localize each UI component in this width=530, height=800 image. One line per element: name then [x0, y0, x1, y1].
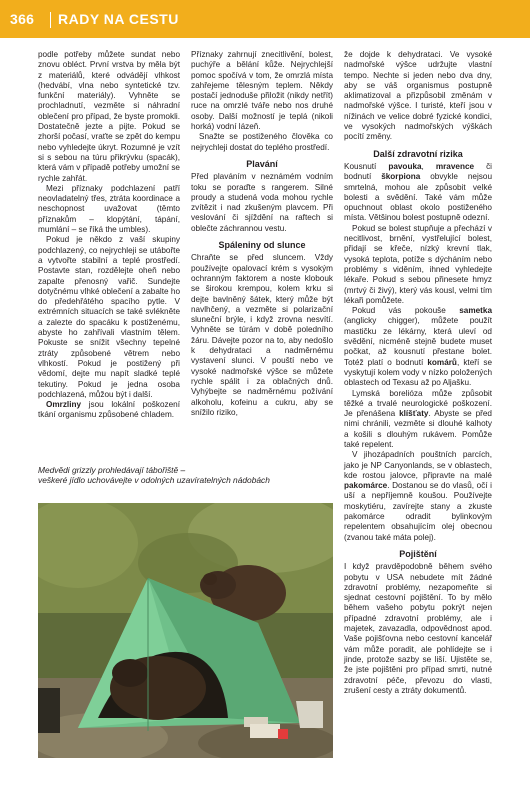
- paragraph: I když pravděpodobně během svého pobytu v USA nebudete mít žádné zdravotní problémy, nezapomeňte si sjednat cestovní pojištění. To by mělo během vašeho pobytu pokrýt nejen případné zdravotní problémy, ale i majetek, zavazadla, odpovědnost apod. Vaše pojišťovna nebo cestovní kancelář vám může poradit, ale pohlídejte se i jinde, protože sazby se liší. Ujistěte se, že jste pojištěni pro případ smrti, nutné zdravotní péče, převozu do vlasti, zrušení cesty a ztráty dokumentů.: [344, 562, 492, 695]
- term: sametka: [459, 306, 492, 316]
- term: pavouka: [388, 161, 422, 171]
- subheading-swimming: Plavání: [246, 158, 278, 169]
- paragraph: [344, 306, 492, 388]
- text: , kteří se vyskytují kolem vody v nízko položených oblastech od Texasu až po Aljašku.: [344, 357, 492, 388]
- paragraph: [344, 162, 492, 224]
- paragraph: Chraňte se před sluncem. Vždy používejte opalovací krém s vysokým ochranným faktorem a noste klobouk se širokou krempou, kolem krku si dejte bavlněný šátek, který může být navlhčený, a vezměte si polarizační sluneční brýle, i když zrovna nesvítí. Vyhněte se túrám v době poledního žáru. Dávejte pozor na to, aby nedošlo k dehydrataci a nadměrnému vystavení slunci. V pouští nebo ve vysoké nadmořské výšce se můžete rychle spálit i za oblačných dnů. Vyhýbejte se nadměrnému požívání alkoholu, kofeinu a cukru, aby se snížilo riziko,: [191, 253, 333, 417]
- text: . Dostanou se do vlasů, očí i uší a nepříjemně koušou. Používejte moskytiéru, zavírejte stany a zkuste pakomárce odradit bylinkovým repelentem obsahujícím olej obecnou (zvanou také máta polej).: [344, 481, 492, 542]
- paragraph: Pokud je někdo z vaší skupiny podchlazený, co nejrychleji se utábořte a vytvořte stabilní a teplé prostředí. Postavte stan, rozdělejte oheň nebo zapalte přenosný vařič. Sundejte dotyčnému vlhké oblečení a zabalte ho do předehřátého spacího pytle. V extrémních situacích se také svlékněte a zalezte do spacáku k postiženému, abyste ho zahřívali vlastním tělem. Pokuste se snížit všechny tepelné ztráty způsobené větrem nebo vlhkostí. Pokud je postižený při vědomí, dejte mu napít sladké teplé tekutiny. Pokud je jedna osoba podchlazená, můžou být i další.: [38, 235, 180, 399]
- caption-line: veškeré jídlo uchovávejte v odolných uzavíratelných nádobách: [38, 475, 270, 486]
- subheading-insurance: Pojištění: [399, 548, 437, 559]
- page-header: [0, 0, 530, 38]
- text-column-1: [38, 50, 180, 421]
- paragraph: Mezi příznaky podchlazení patří neovladatelný třes, ztráta koordinace a neschopnost uvažovat (těmto příznakům – klopýtání, tápání, mumlání – se říká the umbles).: [38, 183, 180, 235]
- paragraph: podle potřeby můžete sundat nebo znovu obléct. První vrstva by měla být z materiálů, které odvádějí vlhkost (hedvábí, vlna nebo syntetické tzv. funkční materiály). Vyhněte se prochladnutí, vezměte si náhradní oblečení pro případ, že byste promokli. Dostatečně jezte a pijte. Pokud se zhorší počasí, vraťte se zpět do kempu nebo vyhledejte úkryt. Rozumné je vzít si s sebou na túru přikrývku (spacák), která vám v případě potřeby umožní se rychle zahřát.: [38, 50, 180, 183]
- caption-line: Medvědi grizzly prohledávají tábořiště –: [38, 465, 186, 475]
- text: . Abyste se před nimi chránili, vezměte si dlouhé kalhoty a košili s dlouhým rukávem. Pomůže také repelent.: [344, 409, 492, 449]
- paragraph-text: jsou lokální poškození tkání organismu způsobené chladem.: [38, 400, 180, 420]
- grizzly-tent-photo: [38, 503, 333, 758]
- text: Pokud vás pokouše: [352, 306, 460, 316]
- term-frostbite: Omrzliny: [46, 400, 82, 410]
- term: škorpiona: [381, 172, 421, 182]
- paragraph: že dojde k dehydrataci. Ve vysoké nadmořské výšce udržujte vlastní tempo. Nechte si jeden nebo dva dny, aby se váš organismus postupně aklimatizoval a přizpůsobil změnám v nadmořské výšce. I turisté, kteří jsou v nížinách ve velice dobré fyzické kondici, ve vysokých nadmořských výškách pocítí změny.: [344, 50, 492, 142]
- paragraph: Před plaváním v neznámém vodním toku se poraďte s rangerem. Silné proudy a studená voda mohou rychle zvítězit i nad zkušeným plavcem. Při veslování či sjíždění na raftech si oblečte záchrannou vestu.: [191, 172, 333, 233]
- photo-caption: [38, 465, 328, 486]
- section-title: RADY NA CESTU: [58, 11, 179, 27]
- text: obvykle nejsou smrtelná, mohou ale způsobit velké bolesti a svědění. Také vám může opuchnout oblast okolo postiženého místa. Většinou bolest postupně odezní.: [344, 172, 492, 223]
- paragraph: Pokud se bolest stupňuje a přechází v necitlivost, brnění, vystřelující bolest, přidají se křeče, nízký krevní tlak, vysoká teplota, potíže s dýcháním nebo problémy s viděním, ihned vyhledejte lékaře. Pokud s sebou přinesete hmyz (mrtvý či živý), který vás kousl, velmi tím lékaři pomůžete.: [344, 223, 492, 305]
- text: V jihozápadních pouštních parcích, jako je NP Canyonlands, se v oblastech, kde rostou jalovce, připravte na malé: [344, 450, 492, 480]
- text: Lymská borelióza může způsobit těžké a trvalé neurologické poškození. Je přenášena: [344, 388, 492, 419]
- subheading-health-risks: Další zdravotní rizika: [373, 148, 463, 159]
- text-column-2: [191, 50, 333, 418]
- subheading-sunburn: Spáleniny od slunce: [218, 240, 306, 251]
- paragraph: Příznaky zahrnují znecitlivění, bolest, puchýře a bělání kůže. Nejrychlejší pomoc spočívá v tom, že omrzlá místa zahřejeme tělesným teplem. Někdy postačí jednoduše přiložit (nikdy netřít) ruce na omrzlé tváře nebo nos druhé osoby. Další možností je teplá (nikoli horká) vodní lázeň.: [191, 50, 333, 132]
- photo-illustration: [38, 503, 333, 758]
- header-divider: [50, 12, 51, 28]
- term: pakomárce: [344, 481, 388, 491]
- paragraph: [38, 400, 180, 421]
- paragraph: [344, 450, 492, 543]
- paragraph: [344, 389, 492, 451]
- page-number: 366: [10, 11, 35, 27]
- text: Kousnutí: [344, 161, 389, 171]
- paragraph: Snažte se postiženého člověka co nejrychleji dostat do teplého prostředí.: [191, 132, 333, 152]
- term: komárů: [427, 357, 457, 367]
- text: (anglicky chigger), můžete použít mastičku ze lékárny, která uleví od svědění, nicméně stejně budete muset počkat, až kousnutí přestane bolet. Totéž platí o bodnutí: [344, 316, 492, 367]
- text-column-3: [344, 50, 492, 696]
- term: mravence: [435, 161, 475, 171]
- term: klíšťaty: [399, 409, 429, 419]
- text: ,: [421, 161, 436, 171]
- text: či bodnutí: [344, 161, 492, 182]
